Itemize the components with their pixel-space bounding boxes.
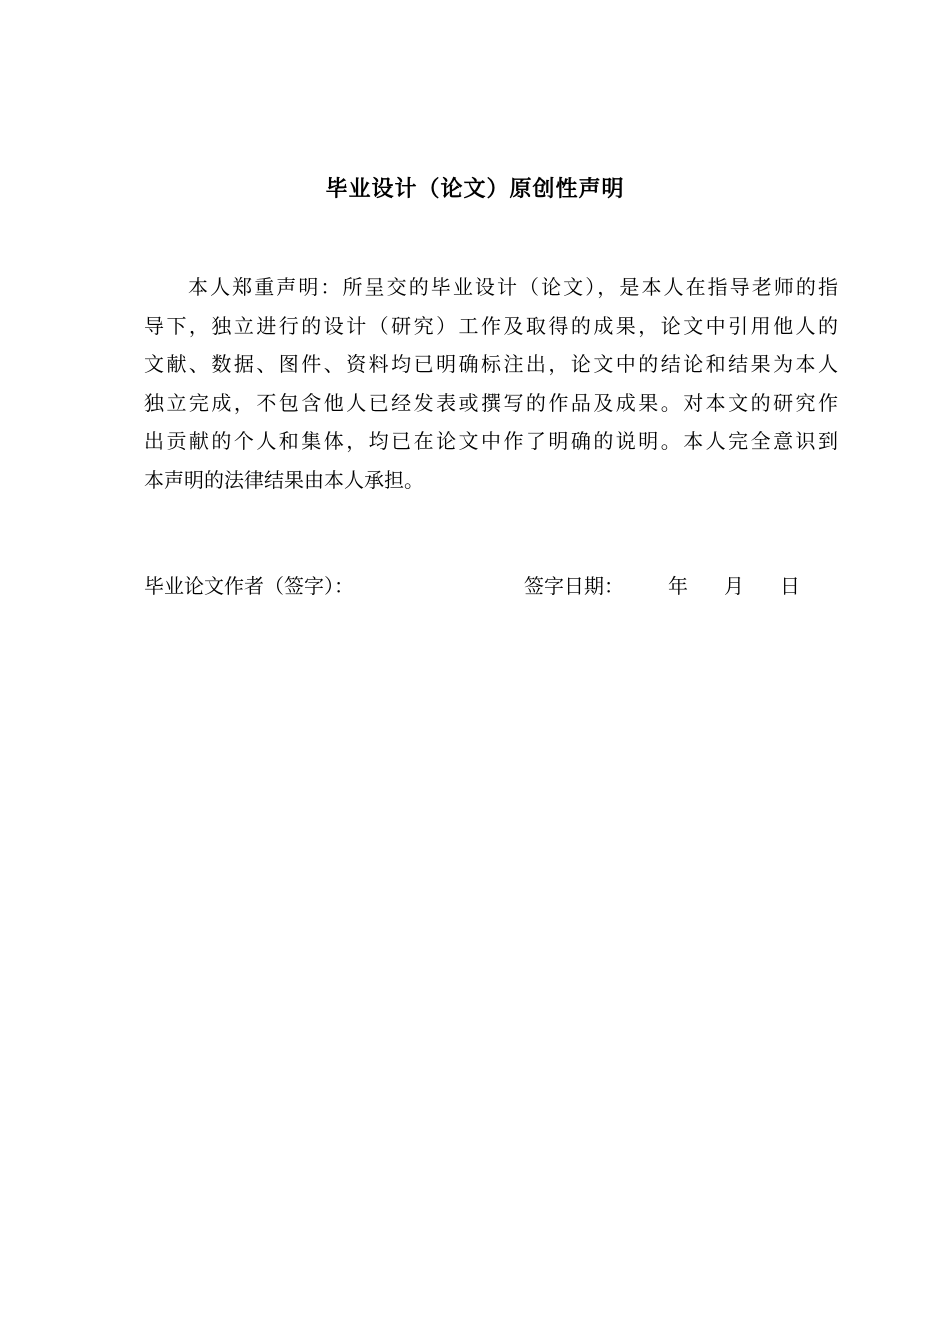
signature-row	[144, 568, 838, 604]
month-label: 月	[724, 574, 744, 598]
declaration-line: 本声明的法律结果由本人承担。	[144, 467, 424, 492]
declaration-line: 独立完成，不包含他人已经发表或撰写的作品及成果。对本文的研究作	[144, 390, 838, 415]
document-title: 毕业设计（论文）原创性声明	[325, 177, 625, 202]
declaration-line: 本人郑重声明：所呈交的毕业设计（论文），是本人在指导老师的指	[188, 275, 838, 299]
declaration-paragraph	[144, 268, 838, 499]
year-label: 年	[668, 574, 688, 598]
day-label: 日	[780, 574, 800, 598]
declaration-line: 文献、数据、图件、资料均已明确标注出，论文中的结论和结果为本人	[144, 352, 838, 376]
declaration-line: 导下，独立进行的设计（研究）工作及取得的成果，论文中引用他人的	[144, 313, 838, 338]
declaration-line: 出贡献的个人和集体，均已在论文中作了明确的说明。本人完全意识到	[144, 429, 838, 453]
author-signature-label: 毕业论文作者（签字）：	[144, 574, 354, 598]
signature-date-label: 签字日期：	[524, 574, 624, 598]
